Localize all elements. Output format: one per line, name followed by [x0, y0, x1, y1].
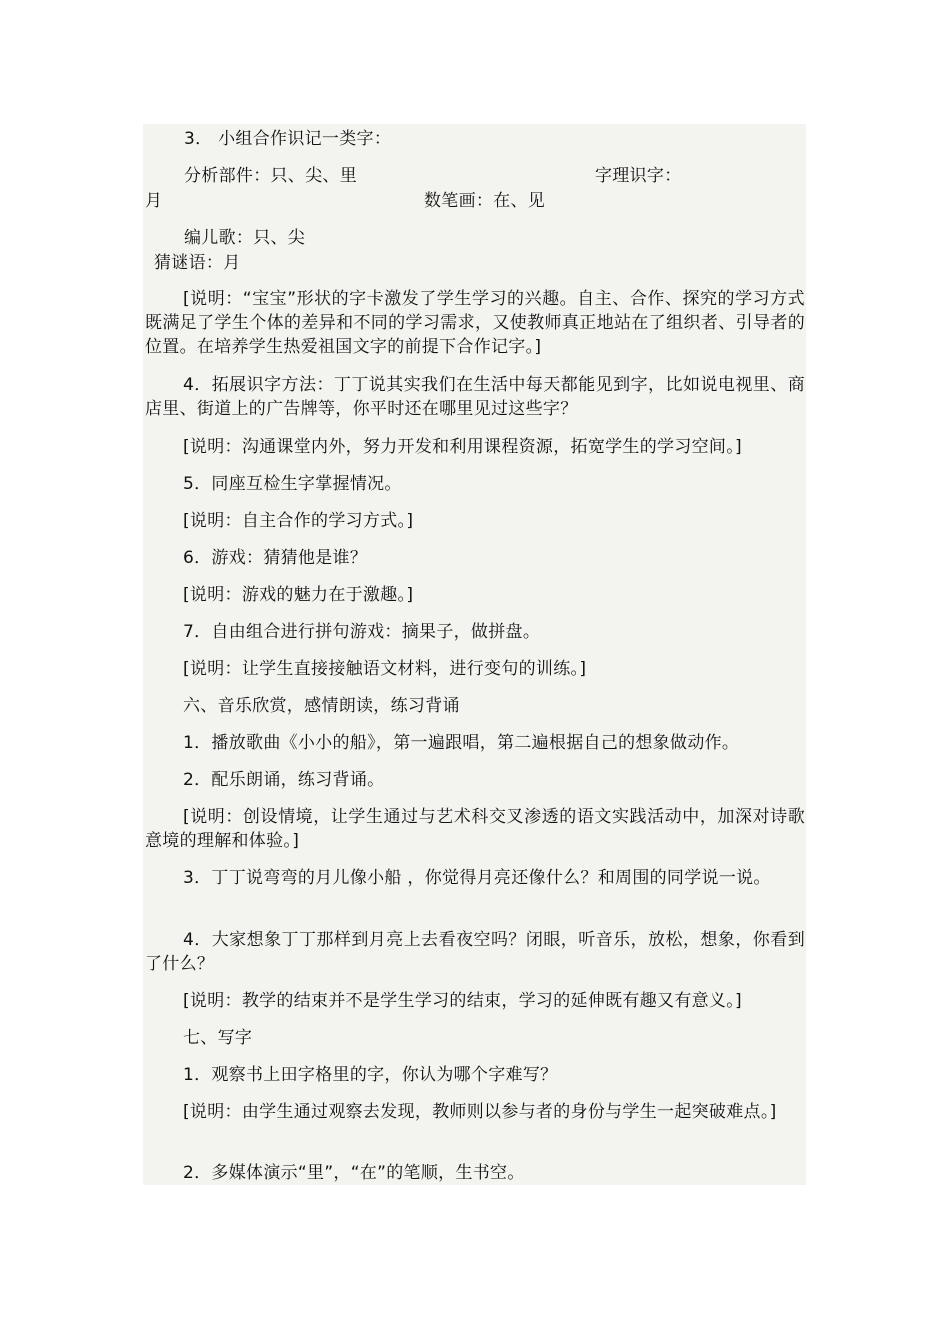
character-logic-label: 字理识字： [595, 166, 682, 186]
section-6-item-4: 4．大家想象丁丁那样到月亮上去看夜空吗？闭眼，听音乐，放松，想象，你看到了什么？ [145, 930, 805, 974]
section-6-item-3: 3．丁丁说弯弯的月儿像小船 ，你觉得月亮还像什么？和周围的同学说一说。 [183, 868, 771, 888]
note-paragraph-7: [说明：教学的结束并不是学生学习的结束，学习的延伸既有趣又有意义。] [183, 991, 742, 1011]
item-7-paragraph: 7．自由组合进行拼句游戏：摘果子，做拼盘。 [183, 622, 541, 642]
note-paragraph-6: [说明：创设情境，让学生通过与艺术科交叉渗透的语文实践活动中，加深对诗歌意境的理解和体验。] [145, 807, 805, 851]
item-6-paragraph: 6．游戏：猜猜他是谁？ [183, 548, 368, 568]
item-5-paragraph: 5．同座互检生字掌握情况。 [183, 474, 402, 494]
note-paragraph-3: [说明：自主合作的学习方式。] [183, 511, 414, 531]
item-3-heading: 3． 小组合作识记一类字： [184, 129, 392, 149]
section-6-item-2: 2．配乐朗诵，练习背诵。 [183, 770, 385, 790]
note-paragraph-1: [说明：“宝宝”形状的字卡激发了学生学习的兴趣。自主、合作、探究的学习方式既满足了学生个体的差异和不同的学习需求，又使教师真正地站在了组织者、引导者的位置。在培养学生热爱祖国文字的前提下合作记字。] [145, 289, 805, 357]
note-paragraph-5: [说明：让学生直接接触语文材料，进行变句的训练。] [183, 659, 587, 679]
section-7-item-2: 2．多媒体演示“里”，“在”的笔顺，生书空。 [183, 1163, 525, 1183]
note-paragraph-8: [说明：由学生通过观察去发现，教师则以参与者的身份与学生一起突破难点。] [183, 1102, 777, 1122]
section-7-heading: 七、写字 [183, 1028, 253, 1048]
analyze-parts-line: 分析部件：只、尖、里 [184, 166, 357, 186]
note-paragraph-2: [说明：沟通课堂内外，努力开发和利用课程资源，拓宽学生的学习空间。] [183, 437, 742, 457]
character-logic-value: 月 [145, 191, 163, 211]
riddle-line: 猜谜语：月 [154, 253, 241, 273]
item-4-paragraph: 4．拓展识字方法：丁丁说其实我们在生活中每天都能见到字，比如说电视里、商店里、街道上的广告牌等，你平时还在哪里见过这些字？ [145, 375, 805, 419]
count-strokes-line: 数笔画：在、见 [424, 191, 546, 211]
note-paragraph-4: [说明：游戏的魅力在于激趣。] [183, 585, 414, 605]
section-6-heading: 六、音乐欣赏，感情朗读，练习背诵 [183, 696, 460, 716]
section-6-item-1: 1．播放歌曲《小小的船》，第一遍跟唱，第二遍根据自己的想象做动作。 [183, 733, 740, 753]
section-7-item-1: 1．观察书上田字格里的字，你认为哪个字难写？ [183, 1065, 558, 1085]
rhyme-line: 编儿歌：只、尖 [184, 228, 306, 248]
